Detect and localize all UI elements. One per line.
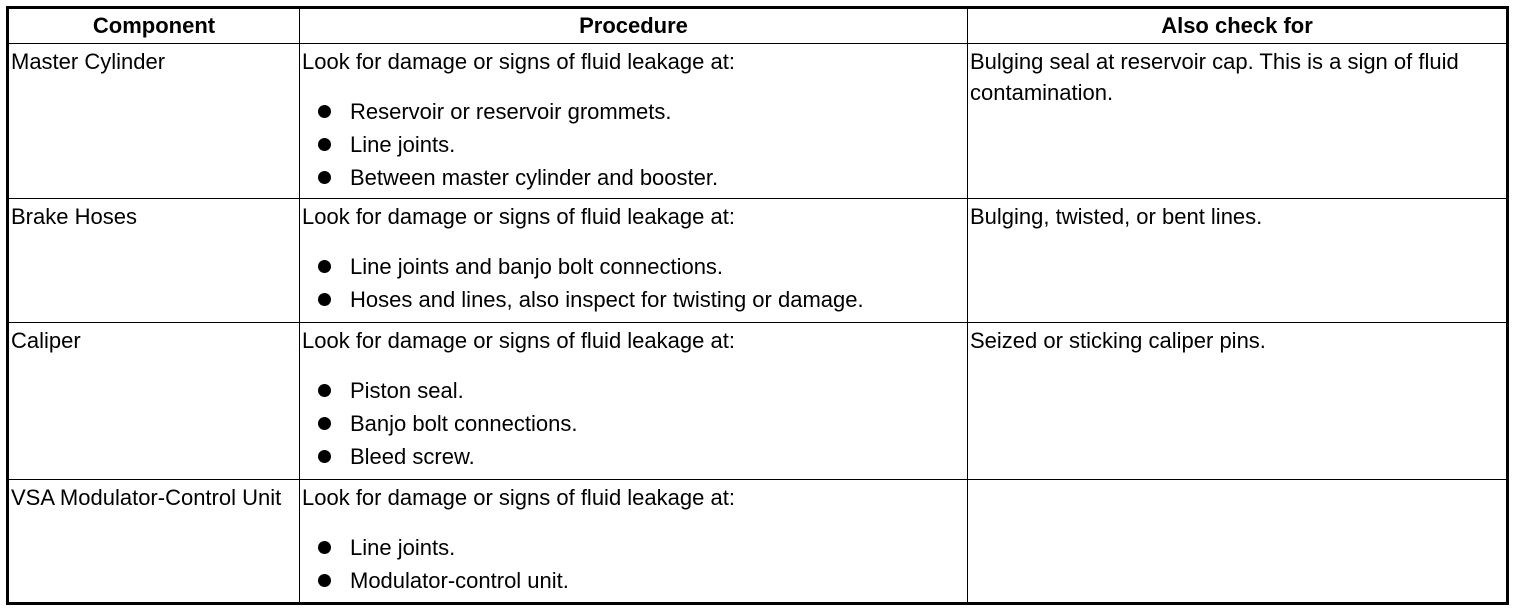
also-check-text: Bulging, twisted, or bent lines. — [970, 204, 1263, 229]
list-item-text: Between master cylinder and booster. — [350, 165, 719, 190]
also-check-cell — [968, 199, 1508, 323]
also-check-cell — [968, 44, 1508, 199]
procedure-intro: Look for damage or signs of fluid leakage at: — [302, 328, 735, 353]
component-name: VSA Modulator-Control Unit — [11, 485, 282, 510]
bullet-icon — [318, 384, 331, 397]
list-item — [300, 161, 967, 194]
table-row — [8, 480, 1508, 604]
procedure-list — [300, 250, 967, 318]
list-item — [300, 407, 967, 440]
list-item — [300, 95, 967, 128]
list-item-text: Piston seal. — [350, 378, 464, 403]
list-item-text: Bleed screw. — [350, 444, 475, 469]
component-name: Caliper — [11, 328, 81, 353]
bullet-icon — [318, 450, 331, 463]
component-cell — [8, 199, 300, 323]
also-check-text: Seized or sticking caliper pins. — [970, 328, 1266, 353]
list-item — [300, 128, 967, 161]
procedure-cell — [300, 44, 968, 199]
list-item-text: Reservoir or reservoir grommets. — [350, 99, 672, 124]
list-item — [300, 283, 967, 316]
procedure-list — [300, 531, 967, 599]
bullet-icon — [318, 541, 331, 554]
table-row — [8, 323, 1508, 480]
procedure-intro: Look for damage or signs of fluid leakage at: — [302, 485, 735, 510]
list-item-text: Hoses and lines, also inspect for twisting or damage. — [350, 287, 864, 312]
bullet-icon — [318, 171, 331, 184]
also-check-cell — [968, 480, 1508, 604]
component-cell — [8, 480, 300, 604]
bullet-icon — [318, 138, 331, 151]
bullet-icon — [318, 574, 331, 587]
procedure-cell — [300, 199, 968, 323]
list-item-text: Line joints and banjo bolt connections. — [350, 254, 724, 279]
also-check-text: Bulging seal at reservoir cap. This is a sign of fluid contamination. — [970, 49, 1459, 105]
list-item — [300, 564, 967, 597]
list-item-text: Modulator-control unit. — [350, 568, 569, 593]
procedure-cell — [300, 480, 968, 604]
component-cell — [8, 323, 300, 480]
list-item — [300, 531, 967, 564]
list-item — [300, 440, 967, 473]
component-name: Master Cylinder — [11, 49, 166, 74]
header-procedure: Procedure — [300, 8, 968, 44]
header-also-check: Also check for — [968, 8, 1508, 44]
also-check-text — [968, 480, 1506, 482]
inspection-sheet — [6, 6, 1506, 605]
procedure-list — [300, 95, 967, 196]
procedure-cell — [300, 323, 968, 480]
procedure-list — [300, 374, 967, 475]
bullet-icon — [318, 293, 331, 306]
list-item-text: Line joints. — [350, 132, 456, 157]
list-item — [300, 250, 967, 283]
list-item-text: Line joints. — [350, 535, 456, 560]
bullet-icon — [318, 260, 331, 273]
header-row — [8, 8, 1508, 44]
component-name: Brake Hoses — [11, 204, 137, 229]
component-cell — [8, 44, 300, 199]
table-row — [8, 44, 1508, 199]
procedure-intro: Look for damage or signs of fluid leakage at: — [302, 204, 735, 229]
header-component: Component — [8, 8, 300, 44]
list-item — [300, 374, 967, 407]
procedure-intro: Look for damage or signs of fluid leakage at: — [302, 49, 735, 74]
inspection-table — [6, 6, 1509, 605]
bullet-icon — [318, 417, 331, 430]
list-item-text: Banjo bolt connections. — [350, 411, 578, 436]
bullet-icon — [318, 105, 331, 118]
also-check-cell — [968, 323, 1508, 480]
table-row — [8, 199, 1508, 323]
